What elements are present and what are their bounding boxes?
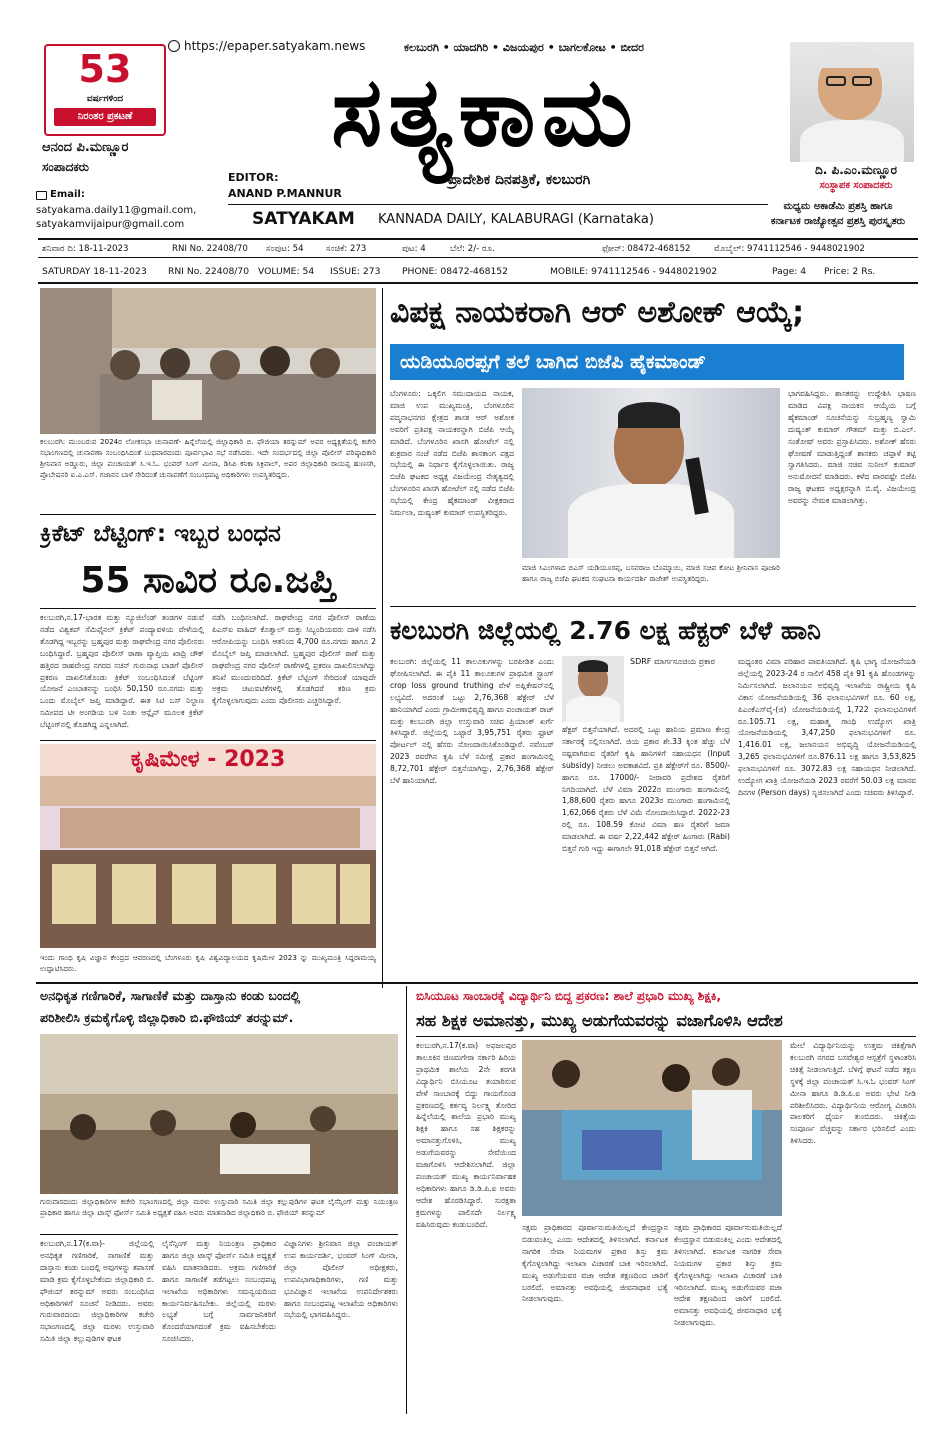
anniversary-line2: ನಿರಂತರ ಪ್ರಕಟಣೆ xyxy=(54,108,156,126)
section-rule xyxy=(36,982,918,984)
dateline-en-page: Page: 4 xyxy=(772,266,807,277)
story5-column-1: ಕಲಬುರಗಿ: ಜಿಲ್ಲೆಯಲ್ಲಿ 11 ತಾಲೂಕುಗಳನ್ನು ಬರಪೀಡಿತ ಎಂದು ಘೋಷಿಸಲಾಗಿದೆ. ಈ ಪೈಕಿ 11 ತಾಲೂಕುಗಳ ಪ್ರಾಥಮಿಕ ಸ್ಟ್ರಾಂಗ್ crop loss ground truthing ವೇಳೆ ಅಪ್ಲಿಕೇಷನ್‌ನಲ್ಲಿ ಲಭ್ಯವಿದೆ. ಅದರಂತೆ ಒಟ್ಟು 2,76,368 ಹೆಕ್ಟೇರ್ ಬೆಳೆ ಹಾನಿಯಾಗಿದೆ ಎಂದು ಗ್ರಾಮೀಣಾಭಿವೃದ್ಧಿ ಹಾಗೂ ಪಂಚಾಯತ್ ರಾಜ್ ಮತ್ತು ಕಲಬುರಗಿ ಜಿಲ್ಲಾ ಉಸ್ತುವಾರಿ ಸಚಿವ ಪ್ರಿಯಾಂಕ್ ಖರ್ಗೆ ತಿಳಿಸಿದ್ದಾರೆ. ಜಿಲ್ಲೆಯಲ್ಲಿ ಒಟ್ಟಾರೆ 3,95,751 ರೈತರು ಫ್ರೂಟ್ ಪೋರ್ಟಲ್ ನಲ್ಲಿ ಹೆಸರು ನೋಂದಾಯಿಸಿಕೊಂಡಿದ್ದಾರೆ. ನವೆಂಬರ್ 2023 ರವರೆಗಿನ ಕೃಷಿ ಬೆಳೆ ಸಮೀಕ್ಷೆ ಪ್ರಕಾರ ಹಂಗಾಮಿನಲ್ಲಿ 8,72,701 ಹೆಕ್ಟೇರ್ ಬಿತ್ತನೆಯಾಗಿದ್ದು, 2,76,368 ಹೆಕ್ಟೇರ್ ಬೆಳೆ ಹಾನಿಯಾಗಿದೆ. xyxy=(390,657,554,786)
story6-caption: ಗುರುವಾರದಂದು ಜಿಲ್ಲಾಧಿಕಾರಿಗಳ ಕಚೇರಿ ಸಭಾಂಗಣದಲ್ಲಿ ಜಿಲ್ಲಾ ಮರಳು ಉಸ್ತುವಾರಿ ಸಮಿತಿ ಜಿಲ್ಲಾ ಕಲ್ಲುಪುಡಿಗಳ ಘಟಕ ಲೈಸೆನ್ಸಿಂಗ್ ಮತ್ತು ನಿಯಂತ್ರಣ ಪ್ರಾಧಿಕಾರ ಹಾಗೂ ಜಿಲ್ಲಾ ಟಾಸ್ಕ್ ಫೋರ್ಸ್ ಸಮಿತಿ ಅಧ್ಯಕ್ಷತೆ ವಹಿಸಿ ಅವರು ಮಾತನಾಡಿದ ಜಿಲ್ಲಾಧಿಕಾರಿ ಬಿ. ಫೌಜಿಯ್ ತರನ್ನುಮ್ xyxy=(40,1197,398,1217)
lower-column-divider xyxy=(406,986,407,1414)
founder-award-1: ಮಧ್ಯಮ ಅಕಾಡೆಮಿ ಪ್ರಶಸ್ತಿ ಹಾಗೂ xyxy=(783,201,893,212)
dateline-en-mobile: MOBILE: 9741112546 - 9448021902 xyxy=(550,266,718,277)
founder-role: ಸಂಸ್ಥಾಪಕ ಸಂಪಾದಕರು xyxy=(819,180,893,191)
english-title: SATYAKAM xyxy=(252,209,355,229)
story3-caption: ಇಂದು ಗಾಂಧಿ ಕೃಷಿ ವಿಜ್ಞಾನ ಕೇಂದ್ರದ ಆವರಣದಲ್ಲಿ ಬೆಂಗಳೂರು ಕೃಷಿ ವಿಶ್ವವಿದ್ಯಾಲಯದ ಕೃಷಿಮೇಳ 2023 ನ್ನು ಮುಖ್ಯಮಂತ್ರಿ ಸಿದ್ದರಾಮಯ್ಯ ಉದ್ಘಾಟಿಸಿದರು. xyxy=(40,953,376,973)
dateline-en-rni: RNI No. 22408/70 xyxy=(168,266,250,277)
story5-column-2: ಹೆಕ್ಟರ್ ಬಿತ್ತನೆಯಾಗಿದೆ. ಅದರಲ್ಲಿ ಒಟ್ಟು ಹಾನಿಯ ಪ್ರಮಾಣ ಕೇಂದ್ರ ಸರ್ಕಾರಕ್ಕೆ ಸಲ್ಲಿಸಲಾಗಿದೆ. ಜಿಯ ಪ್ರಕಾರ ಶೇ.33 ಕ್ಕಿಂತ ಹೆಚ್ಚು ಬೆಳೆ ನಷ್ಟವಾಗಿರುವ ರೈತರಿಗೆ ಕೃಷಿ ಹಾನಿಗಳಿಗೆ ಸಹಾಯಧನ (Input subsidy) ನೀಡಲು ಅವಕಾಶವಿದೆ. ಪ್ರತಿ ಹೆಕ್ಟೇರ್‌ಗೆ ರೂ. 8500/- ಹಾಗೂ ರೂ. 17000/- ನೀರಾವರಿ ಪ್ರದೇಶದ ರೈತರಿಗೆ ನಿಗದಿಯಾಗಿದೆ. ಬೆಳೆ ವಿಮಾ 2022ರ ಮುಂಗಾರು ಹಂಗಾಮಿನಲ್ಲಿ 1,88,600 ರೈತರು ಹಾಗೂ 2023ರ ಮುಂಗಾರು ಹಂಗಾಮಿನಲ್ಲಿ 1,62,066 ರೈತರು ಬೆಳೆ ವಿಮೆ ನೋಂದಾಯಿಸಿದ್ದಾರೆ. 2022-23 ರಲ್ಲಿ ರೂ. 108.59 ಕೋಟಿ ವಿಮಾ ಹಣ ರೈತರಿಗೆ ಜಮಾ ಮಾಡಲಾಗಿದೆ. ಈ ವರ್ಷ 2,22,442 ಹೆಕ್ಟೇರ್ ಹಿಂಗಾರು (Rabi) ಬಿತ್ತನೆ ಗುರಿ ಇದ್ದು ಈಗಾಗಲೇ 91,018 ಹೆಕ್ಟೇರ್ ಬಿತ್ತನೆ ಆಗಿದೆ. xyxy=(562,725,730,854)
dateline-kn-volume: ಸಂಪುಟ: 54 xyxy=(266,244,304,254)
story4-column-1: ಬೆಂಗಳೂರು: ಒಕ್ಕಲಿಗ ಸಮುದಾಯದ ನಾಯಕ, ಮಾಜಿ ಉಪ ಮುಖ್ಯಮಂತ್ರಿ, ಬೆಂಗಳೂರಿನ ಪದ್ಮನಾಭನಗರ ಕ್ಷೇತ್ರದ ಶಾಸಕ ಆರ್ ಅಶೋಕ ಅವರಿಗೆ ಪ್ರತಿಪಕ್ಷ ನಾಯಕರನ್ನಾಗಿ ಬಿಜೆಪಿ ಆಯ್ಕೆ ಮಾಡಿದೆ. ಬೆಂಗಳೂರಿನ ಖಾಸಗಿ ಹೋಟೆಲ್ ನಲ್ಲಿ ಶುಕ್ರವಾರ ಸಂಜೆ ನಡೆದ ಬಿಜೆಪಿ ಶಾಸಕಾಂಗ ಪಕ್ಷದ ಸಭೆಯಲ್ಲಿ ಈ ನಿರ್ಧಾರ ಕೈಗೊಳ್ಳಲಾಯಿತು. ರಾಜ್ಯ ಬಿಜೆಪಿ ಘಟಕದ ಅಧ್ಯಕ್ಷ ವಿಜಯೇಂದ್ರ ನೇತೃತ್ವದಲ್ಲಿ ಬೆಂಗಳೂರಿನ ಖಾಸಗಿ ಹೋಟೆಲ್ ನಲ್ಲಿ ನಡೆದ ಬಿಜೆಪಿ ಸಭೆಯಲ್ಲಿ ಕೇಂದ್ರ ಹೈಕಮಾಂಡ್ ವೀಕ್ಷಕರಾದ ನಿರ್ಮಲಾ, ದುಷ್ಯಂತ್ ಕುಮಾರ್ ಉಪಸ್ಥಿತರಿದ್ದರು. xyxy=(390,389,514,518)
story1-rule xyxy=(40,514,376,515)
story4-photo xyxy=(522,388,780,558)
email-1[interactable]: satyakama.daily11@gmail.com, xyxy=(36,205,197,216)
email-icon xyxy=(36,191,47,200)
dateline-en-phone: PHONE: 08472-468152 xyxy=(402,266,508,277)
story2-headline-2: 55 ಸಾವಿರ ರೂ.ಜಪ್ತಿ xyxy=(80,560,336,601)
email-label: Email: xyxy=(50,189,85,200)
story6-column-2: ಲೈಸೆನ್ಸಿಂಗ್ ಮತ್ತು ನಿಯಂತ್ರಣ ಪ್ರಾಧಿಕಾರ ಹಾಗೂ ಜಿಲ್ಲಾ ಟಾಸ್ಕ್ ಫೋರ್ಸ್ ಸಮಿತಿ ಅಧ್ಯಕ್ಷತೆ ವಹಿಸಿ ಮಾತನಾಡಿದರು. ಅಕ್ರಮ ಗಣಿಗಾರಿಕೆ ಹಾಗೂ ಸಾಗಾಣಿಕೆ ತಡೆಗಟ್ಟಲು ಸಂಬಂಧಪಟ್ಟ ಇಲಾಖೆಯ ಅಧಿಕಾರಿಗಳು ಸಮನ್ವಯದಿಂದ ಕಾರ್ಯನಿರ್ವಹಿಸಬೇಕು. ಜಿಲ್ಲೆಯಲ್ಲಿ ಮರಳು ಲಭ್ಯತೆ ಬಗ್ಗೆ ಸಾರ್ವಜನಿಕರಿಗೆ ತೊಂದರೆಯಾಗದಂತೆ ಕ್ರಮ ವಹಿಸಬೇಕೆಂದು ಸೂಚಿಸಿದರು. xyxy=(162,1239,276,1344)
story7-rule xyxy=(416,1036,916,1037)
paper-title: ಸತ್ಯಕಾಮ xyxy=(331,55,639,168)
story1-caption: ಕಲಬುರಗಿ: ಮುಂಬರುವ 2024ರ ಲೋಕಸಭಾ ಚುನಾವಣೆ- ಹಿನ್ನೆಲೆಯಲ್ಲಿ ಜಿಲ್ಲಾಧಿಕಾರಿ ಬಿ. ಫೌಜಿಯಾ ತರನ್ನುಮ್ ಅವರ ಅಧ್ಯಕ್ಷತೆಯಲ್ಲಿ ಕಚೇರಿ ಸಭಾಂಗಣದಲ್ಲಿ ಚುನಾವಣಾ ಸಂಬಂಧಿಸಿದಂತೆ ಬುಧವಾರದಂದು ಪೂರ್ವಭಾವಿ ಸಭೆ ನಡೆಸಿದರು. ಇದೇ ಸಂದರ್ಭದಲ್ಲಿ ಜಿಲ್ಲಾ ಪೊಲೀಸ್ ವರಿಷ್ಠಾಧಿಕಾರಿ ಶ್ರೀನಿವಾಸ ಅಡ್ಡೂರು, ಜಿಲ್ಲಾ ಪಂಚಾಯತ್ ಸಿ.ಇ.ಓ. ಭಂವರ್ ಸಿಂಗ್ ಮೀನಾ, ಡಿಸಿಪಿ ಕನಿಕಾ ಸಿಕ್ರಿವಾಲ್, ಅಪರ ಜಿಲ್ಲಾಧಿಕಾರಿ ರಾಯಪ್ಪ ಹುಣಸಗಿ, ಪ್ರೊಬೇಷನರಿ ಐ.ಎ.ಎಸ್. ಗಜಾನನ ಬಾಳೆ ಸೇರಿದಂತೆ ಚುನಾವಣೆಗೆ ಸಂಬಂಧಪಟ್ಟ ಅಧಿಕಾರಿಗಳು ಉಪಸ್ಥಿತರಿದ್ದರು. xyxy=(40,437,376,479)
story6-photo xyxy=(40,1034,398,1194)
story6-column-3: ವಿಜ್ಞಾನಿಗಳು ಶ್ರೀನಿವಾಸ ಜಿಲ್ಲಾ ಪಂಚಾಯತ್ ಉಪ ಕಾರ್ಯದರ್ಶಿ, ಭಂವರ್ ಸಿಂಗ್ ಮೀನಾ, ಜಿಲ್ಲಾ ಪೊಲೀಸ್ ಅಧೀಕ್ಷಕರು, ಉಪವಿಭಾಗಾಧಿಕಾರಿಗಳು, ಗಣಿ ಮತ್ತು ಭೂವಿಜ್ಞಾನ ಇಲಾಖೆಯ ಉಪನಿರ್ದೇಶಕರು ಹಾಗೂ ಸಂಬಂಧಪಟ್ಟ ಇಲಾಖೆಯ ಅಧಿಕಾರಿಗಳು ಸಭೆಯಲ್ಲಿ ಭಾಗವಹಿಸಿದ್ದರು. xyxy=(284,1239,398,1320)
story7-column-2: ಸಕ್ಷಮ ಪ್ರಾಧಿಕಾರದ ಪೂರ್ವಾನುಮತಿಯಿಲ್ಲದೆ ಕೇಂದ್ರಸ್ಥಾನ ಬಿಡುವಂತಿಲ್ಲ ಎಂದು ಆದೇಶದಲ್ಲಿ ತಿಳಿಸಲಾಗಿದೆ. ಕರ್ನಾಟಕ ನಾಗರಿಕ ಸೇವಾ ನಿಯಮಗಳ ಪ್ರಕಾರ ಶಿಸ್ತು ಕ್ರಮ ಕೈಗೊಳ್ಳಲಾಗಿದ್ದು ಇಲಾಖಾ ವಿಚಾರಣೆ ಬಾಕಿ ಇರಿಸಲಾಗಿದೆ. ಮುಖ್ಯ ಅಡುಗೆಯವರ ವಜಾ ಆದೇಶ ತಕ್ಷಣದಿಂದ ಜಾರಿಗೆ ಬರಲಿದೆ. ಅಮಾನತ್ತು ಅವಧಿಯಲ್ಲಿ ಜೀವನಾಧಾರ ಭತ್ಯೆ ನೀಡಲಾಗುವುದು. xyxy=(522,1223,668,1304)
english-subtitle: KANNADA DAILY, KALABURAGI (Karnataka) xyxy=(378,212,654,227)
tagline: ಪ್ರಾದೇಶಿಕ ದಿನಪತ್ರಿಕೆ, ಕಲಬುರಗಿ xyxy=(448,172,591,188)
email-2[interactable]: satyakamvijaipur@gmail.com xyxy=(36,219,185,230)
story4-photo-caption: ಮಾಜಿ ಸಿಎಂಗಳಾದ ಬಿಎಸ್ ಯಡಿಯೂರಪ್ಪ, ಬಸವರಾಜ ಬೊಮ್ಮಾಯಿ, ಮಾಜಿ ಸಚಿವ ಕೋಟ ಶ್ರೀನಿವಾಸ ಪೂಜಾರಿ ಹಾಗೂ ರಾಜ್ಯ ಬಿಜೆಪಿ ಘಟಕದ ಸಂಘಟನಾ ಕಾರ್ಯದರ್ಶಿ ರಾಜೇಶ್ ಉಪಸ್ಥಿತರಿದ್ದರು. xyxy=(522,563,780,583)
anniversary-badge xyxy=(44,44,166,136)
minister-photo xyxy=(562,656,624,722)
story2-rule xyxy=(40,608,376,609)
website-link[interactable]: https://epaper.satyakam.news xyxy=(184,39,366,53)
editor-name-kn: ಆನಂದ ಪಿ.ಮಣ್ಣೂರ xyxy=(42,140,129,155)
dateline-en-issue: ISSUE: 273 xyxy=(330,266,381,277)
story2-headline-1: ಕ್ರಿಕೆಟ್ ಬೆಟ್ಟಿಂಗ್: ಇಬ್ಬರ ಬಂಧನ xyxy=(40,521,281,547)
editor-name: ANAND P.MANNUR xyxy=(228,187,342,200)
story6-headline-2: ಪರಿಶೀಲಿಸಿ ಕ್ರಮಕೈಗೊಳ್ಳಿ ಜಿಲ್ಲಾಧಿಕಾರಿ ಬಿ.ಫೌಜಿಯ್ ತರನ್ನುಮ್. xyxy=(40,1010,294,1025)
dateline-en-date: SATURDAY 18-11-2023 xyxy=(42,266,147,277)
founder-photo xyxy=(790,42,914,162)
story4-headline: ವಿಪಕ್ಷ ನಾಯಕರಾಗಿ ಆರ್ ಅಶೋಕ್ ಆಯ್ಕೆ; xyxy=(390,295,805,330)
story2-column-1: ಕಲಬುರಗಿ,ನ.17-ಭಾರತ ಮತ್ತು ನ್ಯೂಜಿಲೆಂಡ್ ತಂಡಗಳ ನಡುವೆ ನಡೆದ ವಿಶ್ವಕಪ್ ಸೆಮಿಫೈನಲ್ ಕ್ರಿಕೆಟ್ ಪಂದ್ಯಾವಳಿಯ ವೇಳೆಯಲ್ಲಿ ತೊಡಗಿದ್ದ ಇಬ್ಬರನ್ನು ಬ್ರಹ್ಮಪುರ ಮತ್ತು ರಾಘವೇಂದ್ರ ನಗರ ಪೊಲೀಸರು ಬಂಧಿಸಿದ್ದಾರೆ. ಬ್ರಹ್ಮಪುರ ಪೊಲೀಸ್ ಠಾಣಾ ವ್ಯಾಪ್ತಿಯ ಖಾದ್ರಿ ಚೌಕ್ ಹತ್ತಿರದ ರಾಹವೇಂದ್ರ ನಗರದ ಸಚಿನ್ ಗುರುನಾಥ ಬಾಡಗೆ ಪೊಲೀಸ್ ಪ್ರಕರಣ ದಾಖಲಿಸಿಕೊಂಡು ಕ್ರಿಕೆಟ್ ಸಂಬಂಧಿಸಿದಂತೆ ಬೆಟ್ಟಿಂಗ್ ಯೋಜನೆ ಎಂಬಾತನನ್ನು ಬಂಧಿಸಿ 50,150 ರೂ.ನಗದು ಮತ್ತು ಒಂದು ಮೊಬೈಲ್ ಜಪ್ತಿ ಮಾಡಿದ್ದಾರೆ. ಈತ ಸಿಟಿ ಬಸ್ ನಿಲ್ದಾಣ ಸಮೀಪದ ಟೀ ಅಂಗಡಿಯ ಬಳಿ ನಿಂತು ಆನ್ಲೈನ್ ಮೂಲಕ ಕ್ರಿಕೆಟ್ ಬೆಟ್ಟಿಂಗ್‌ನಲ್ಲಿ ತೊಡಗಿದ್ದ ಎನ್ನಲಾಗಿದೆ. xyxy=(40,613,204,730)
dateline-kn-phone: ಫೋನ್: 08472-468152 xyxy=(602,244,691,254)
anniversary-line1: ವರ್ಷಗಳಿಂದ xyxy=(86,94,124,104)
story5-headline: ಕಲಬುರಗಿ ಜಿಲ್ಲೆಯಲ್ಲಿ 2.76 ಲಕ್ಷ ಹೆಕ್ಟರ್ ಬೆಳೆ ಹಾನಿ xyxy=(390,616,821,645)
masthead xyxy=(0,0,945,235)
districts-line: ಕಲಬುರಗಿ • ಯಾದಗಿರಿ • ವಿಜಯಪುರ • ಬಾಗಲಕೋಟ • ಬೀದರ xyxy=(404,41,644,54)
story5-column-3: ಮಧ್ಯಂತರ ವಿಮಾ ಪರಿಹಾರ ಪಾವತಿಯಾಗಿದೆ. ಕೃಷಿ ಭಾಗ್ಯ ಯೋಜನೆಯಡಿ ಜಿಲ್ಲೆಯಲ್ಲಿ 2023-24 ರ ಸಾಲಿಗೆ 458 ಪೈಕಿ 91 ಕೃಷಿ ಹೊಂಡಗಳನ್ನು ನಿರ್ಮಿಸಲಾಗಿದೆ. ಜಲಾನಯನ ಅಭಿವೃದ್ಧಿ ಇಲಾಖೆಯ ರಾಷ್ಟ್ರೀಯ ಕೃಷಿ ವಿಕಾಸ ಯೋಜನೆಯಡಿಯಲ್ಲಿ 36 ಫಲಾನುಭವಿಗಳಿಗೆ ರೂ. 60 ಲಕ್ಷ, ಪಿಎಂಕೆಎಸ್‌ವೈ-(ಜಿ) ಯೋಜನೆಯಡಿಯಲ್ಲಿ 1,722 ಫಲಾನುಭವಿಗಳಿಗೆ ರೂ.105.71 ಲಕ್ಷ, ಮಹಾತ್ಮ ಗಾಂಧಿ ಉದ್ಯೋಗ ಖಾತ್ರಿ ಯೋಜನೆಯಡಿಯಲ್ಲಿ 3,47,250 ಫಲಾನುಭವಿಗಳಿಗೆ ರೂ. 1,416.01 ಲಕ್ಷ, ಜಲಾನಯನ ಅಭಿವೃದ್ಧಿ ಯೋಜನೆಯಡಿಯಲ್ಲಿ 3,265 ಫಲಾನುಭವಿಗಳಿಗೆ ರೂ.876.11 ಲಕ್ಷ ಹಾಗೂ 3,53,825 ಫಲಾನುಭವಿಗಳಿಗೆ ರೂ. 3072.83 ಲಕ್ಷ ಸಹಾಯಧನ ನೀಡಲಾಗಿದೆ. ಉದ್ಯೋಗ ಖಾತ್ರಿ ಯೋಜನೆಯಡಿ 2023 ರವರೆಗೆ 50.03 ಲಕ್ಷ ಮಾನವ ದಿನಗಳ (Person days) ಸೃಜಿಸಲಾಗಿದೆ ಎಂದು ಸಚಿವರು ತಿಳಿಸಿದ್ದಾರೆ. xyxy=(738,657,916,797)
dateline-en-volume: VOLUME: 54 xyxy=(258,266,315,277)
story6-column-1: ಕಲಬುರಗಿ,ನ.17(ಕ.ವಾ)- ಜಿಲ್ಲೆಯಲ್ಲಿ ಅನಧಿಕೃತ ಗಣಿಗಾರಿಕೆ, ಸಾಗಾಣಿಕೆ ಮತ್ತು ದಾಸ್ತಾನು ಕಂಡು ಬಂದಲ್ಲಿ ಅವುಗಳನ್ನು ತಪಾಸಣೆ ಮಾಡಿ ಕ್ರಮ ಕೈಗೊಳ್ಳಬೇಕೆಂದು ಜಿಲ್ಲಾಧಿಕಾರಿ ಬಿ. ಫೌಜಿಯ್ ತರನ್ನುಮ್ ಅವರು ಸಂಬಂಧಿಸಿದ ಅಧಿಕಾರಿಗಳಿಗೆ ಸೂಚನೆ ನೀಡಿದರು. ಅವರು ಗುರುವಾರದಂದು ಜಿಲ್ಲಾಧಿಕಾರಿಗಳ ಕಚೇರಿ ಸಭಾಂಗಣದಲ್ಲಿ ಜಿಲ್ಲಾ ಮರಳು ಉಸ್ತುವಾರಿ ಸಮಿತಿ ಜಿಲ್ಲಾ ಕಲ್ಲುಪುಡಿಗಳ ಘಟಕ xyxy=(40,1239,154,1344)
story6-headline-1: ಅನಧಿಕೃತ ಗಣಿಗಾರಿಕೆ, ಸಾಗಾಣಿಕೆ ಮತ್ತು ದಾಸ್ತಾನು ಕಂಡು ಬಂದಲ್ಲಿ xyxy=(40,988,301,1003)
dateline-kn-issue: ಸಂಚಿಕೆ: 273 xyxy=(326,244,367,254)
story1-photo xyxy=(40,288,376,434)
story7-headline-1: ಬಿಸಿಯೂಟ ಸಾಂಬಾರಕ್ಕೆ ವಿದ್ಯಾರ್ಥಿನಿ ಬಿದ್ದ ಪ್ರಕರಣ: ಶಾಲೆ ಪ್ರಭಾರಿ ಮುಖ್ಯ ಶಿಕ್ಷಕಿ, xyxy=(416,989,722,1003)
story4-subhead: ಯಡಿಯೂರಪ್ಪಗೆ ತಲೆ ಬಾಗಿದ ಬಿಜೆಪಿ ಹೈಕಮಾಂಡ್ xyxy=(390,344,904,380)
story2-column-2: ನಡೆಸಿ ಬಂಧಿಸಲಾಗಿದೆ. ರಾಘವೇಂದ್ರ ನಗರ ಪೊಲೀಸ್ ಠಾಣೆಯ ಪಿಎಸ್‌ಐ ವಾಹಿದ್ ಕೊತ್ವಾಲ್ ಮತ್ತು ಸಿಬ್ಬಂದಿಯವರು ದಾಳಿ ನಡೆಸಿ ಆರೋಪಿಯನ್ನು ಬಂಧಿಸಿ ಆತನಿಂದ 4,700 ರೂ.ನಗದು ಹಾಗೂ 2 ಮೊಬೈಲ್ ಜಪ್ತಿ ಮಾಡಲಾಗಿದೆ. ಬ್ರಹ್ಮಪುರ ಪೊಲೀಸ್ ಠಾಣೆ ಮತ್ತು ರಾಘವೇಂದ್ರ ನಗರ ಪೊಲೀಸ್ ಠಾಣೆಗಳಲ್ಲಿ ಪ್ರಕರಣ ದಾಖಲಿಸಲಾಗಿದ್ದು ತನಿಖೆ ಮುಂದುವರಿದಿದೆ. ಕ್ರಿಕೆಟ್ ಬೆಟ್ಟಿಂಗ್ ಸೇರಿದಂತೆ ಯಾವುದೇ ಅಕ್ರಮ ಚಟುವಟಿಕೆಗಳಲ್ಲಿ ತೊಡಗಿದರೆ ಕಠಿಣ ಕ್ರಮ ಕೈಗೊಳ್ಳಲಾಗುವುದು ಎಂದು ಪೊಲೀಸರು ಎಚ್ಚರಿಸಿದ್ದಾರೆ. xyxy=(212,613,376,706)
story2-bottom-rule xyxy=(40,740,376,741)
story4-rule xyxy=(390,606,916,607)
story3-photo xyxy=(40,744,376,948)
dateline-kn-page: ಪುಟ: 4 xyxy=(402,244,426,254)
dateline-kn-date: ಶನಿವಾರ ದಿ: 18-11-2023 xyxy=(42,244,129,254)
masthead-rule xyxy=(228,204,768,205)
main-column-divider xyxy=(382,288,383,988)
founder-name: ದಿ. ಪಿ.ಎಂ.ಮಣ್ಣೂರ xyxy=(815,163,897,177)
story3-banner-text: ಕೃಷಿಮೇಳ - 2023 xyxy=(40,744,376,776)
story7-headline-2: ಸಹ ಶಿಕ್ಷಕ ಅಮಾನತ್ತು, ಮುಖ್ಯ ಅಡುಗೆಯವರನ್ನು ವಜಾಗೊಳಿಸಿ ಆದೇಶ xyxy=(416,1011,783,1030)
globe-icon xyxy=(168,40,180,52)
founder-award-2: ಕರ್ನಾಟಕ ರಾಜ್ಯೋತ್ಸವ ಪ್ರಶಸ್ತಿ ಪುರಸ್ಕೃತರು xyxy=(770,216,906,227)
dateline-kn-price: ಬೆಲೆ: 2/- ರೂ. xyxy=(450,244,495,254)
story5-minister-caption: SDRF ಮಾರ್ಗಸೂಚಿಯ ಪ್ರಕಾರ xyxy=(630,657,715,666)
editor-role-kn: ಸಂಪಾದಕರು xyxy=(42,160,89,174)
story6-rule xyxy=(40,1234,398,1235)
story7-photo xyxy=(522,1040,782,1216)
anniversary-number: 53 xyxy=(78,47,132,91)
story7-column-3: ಮೇಲೆ ವಿದ್ಯಾರ್ಥಿನಿಯನ್ನು ಉತ್ತಮ ಚಿಕಿತ್ಸೆಗಾಗಿ ಕಲಬುರಗಿ ನಗರದ ಬಸವೇಶ್ವರ ಆಸ್ಪತ್ರೆಗೆ ಸ್ಥಳಾಂತರಿಸಿ ಚಿಕಿತ್ಸೆ ನೀಡಲಾಗುತ್ತಿದೆ. ಬೆಳಿಗ್ಗೆ ಘಟನೆ ನಡೆದ ತಕ್ಷಣ ಸ್ಥಳಕ್ಕೆ ಜಿಲ್ಲಾ ಪಂಚಾಯತ್ ಸಿ.ಇ.ಓ ಭಂವರ್ ಸಿಂಗ್ ಮೀನಾ ಹಾಗೂ ಡಿ.ಡಿ.ಪಿ.ಐ ಅವರು ಭೇಟಿ ನೀಡಿ ಪರಿಶೀಲಿಸಿದರು. ವಿದ್ಯಾರ್ಥಿನಿಯ ಆರೋಗ್ಯ ವಿಚಾರಿಸಿ ಪಾಲಕರಿಗೆ ಧೈರ್ಯ ತುಂಬಿದರು. ಚಿಕಿತ್ಸೆಯ ಸಂಪೂರ್ಣ ವೆಚ್ಚವನ್ನು ಸರ್ಕಾರ ಭರಿಸಲಿದೆ ಎಂದು ತಿಳಿಸಿದರು. xyxy=(790,1041,916,1146)
dateline-english xyxy=(38,262,918,284)
story7-column-1: ಕಲಬುರಗಿ,ನ.17(ಕ.ವಾ) ಅಫಜಲಪುರ ತಾಲೂಕಿನ ಚಿಣಮಗೇರಾ ಸರ್ಕಾರಿ ಹಿರಿಯ ಪ್ರಾಥಮಿಕ ಶಾಲೆಯ 2ನೇ ತರಗತಿ ವಿದ್ಯಾರ್ಥಿನಿ ಬಿಸಿಯೂಟ ತಯಾರಿಸುವ ವೇಳೆ ಸಾಂಬಾರಕ್ಕೆ ಬಿದ್ದು ಗಾಯಗೊಂಡ ಪ್ರಕರಣದಲ್ಲಿ ಕರ್ತವ್ಯ ನಿರ್ಲಕ್ಷ್ಯ ತೋರಿದ ಹಿನ್ನೆಲೆಯಲ್ಲಿ ಶಾಲೆಯ ಪ್ರಭಾರಿ ಮುಖ್ಯ ಶಿಕ್ಷಕಿ ಹಾಗೂ ಸಹ ಶಿಕ್ಷಕರನ್ನು ಅಮಾನತ್ತುಗೊಳಿಸಿ, ಮುಖ್ಯ ಅಡುಗೆಯವರನ್ನು ಸೇವೆಯಿಂದ ವಜಾಗೊಳಿಸಿ ಆದೇಶಿಸಲಾಗಿದೆ. ಜಿಲ್ಲಾ ಪಂಚಾಯತ್ ಮುಖ್ಯ ಕಾರ್ಯನಿರ್ವಾಹಕ ಅಧಿಕಾರಿಗಳು ಹಾಗೂ ಡಿ.ಡಿ.ಪಿ.ಐ ಅವರು ಆದೇಶ ಹೊರಡಿಸಿದ್ದಾರೆ. ಸುರಕ್ಷತಾ ಕ್ರಮಗಳನ್ನು ಪಾಲಿಸದೇ ನಿರ್ಲಕ್ಷ್ಯ ವಹಿಸಿರುವುದು ಕಂಡುಬಂದಿದೆ. xyxy=(416,1041,516,1229)
dateline-kn-rni: RNI No. 22408/70 xyxy=(172,244,248,254)
dateline-kannada xyxy=(38,238,918,258)
dateline-kn-mobile: ಮೊಬೈಲ್: 9741112546 - 9448021902 xyxy=(714,244,865,254)
story7-column-2b: ಸಕ್ಷಮ ಪ್ರಾಧಿಕಾರದ ಪೂರ್ವಾನುಮತಿಯಿಲ್ಲದೆ ಕೇಂದ್ರಸ್ಥಾನ ಬಿಡುವಂತಿಲ್ಲ ಎಂದು ಆದೇಶದಲ್ಲಿ ತಿಳಿಸಲಾಗಿದೆ. ಕರ್ನಾಟಕ ನಾಗರಿಕ ಸೇವಾ ನಿಯಮಗಳ ಪ್ರಕಾರ ಶಿಸ್ತು ಕ್ರಮ ಕೈಗೊಳ್ಳಲಾಗಿದ್ದು ಇಲಾಖಾ ವಿಚಾರಣೆ ಬಾಕಿ ಇರಿಸಲಾಗಿದೆ. ಮುಖ್ಯ ಅಡುಗೆಯವರ ವಜಾ ಆದೇಶ ತಕ್ಷಣದಿಂದ ಜಾರಿಗೆ ಬರಲಿದೆ. ಅಮಾನತ್ತು ಅವಧಿಯಲ್ಲಿ ಜೀವನಾಧಾರ ಭತ್ಯೆ ನೀಡಲಾಗುವುದು. xyxy=(674,1223,782,1328)
dateline-en-price: Price: 2 Rs. xyxy=(824,266,876,277)
story4-column-3: ಭಾಗವಹಿಸಿದ್ದರು. ಶಾಸಕರನ್ನು ಉದ್ದೇಶಿಸಿ ಭಾಷಣ ಮಾಡಿದ ವಿಪಕ್ಷ ನಾಯಕನ ಆಯ್ಕೆಯ ಬಗ್ಗೆ ಹೈಕಮಾಂಡ್ ಸೂಚನೆಯನ್ನು ಸುಬ್ರಹ್ಮಣ್ಯ ಸ್ವಾಮಿ ದುಷ್ಯಂತ್ ಕುಮಾರ್ ಗೌತಮ್ ಮತ್ತು ಬಿ.ಎಲ್. ಸಂತೋಷ್ ಅವರು ಪ್ರಸ್ತಾಪಿಸಿದರು. ಅಶೋಕ್ ಹೆಸರು ಘೋಷಣೆ ಮಾಡುತ್ತಿದ್ದಂತೆ ಶಾಸಕರು ಚಪ್ಪಾಳೆ ತಟ್ಟಿ ಸ್ವಾಗತಿಸಿದರು. ಮಾಜಿ ಸಚಿವ ಸುನೀಲ್ ಕುಮಾರ್ ಅನುಮೋದನೆ ಮಾಡಿದರು. ಕಳೆದ ವಾರವಷ್ಟೇ ಬಿಜೆಪಿ ರಾಜ್ಯ ಘಟಕದ ಅಧ್ಯಕ್ಷರನ್ನಾಗಿ ಬಿ.ವೈ. ವಿಜಯೇಂದ್ರ ಅವರನ್ನು ನೇಮಕ ಮಾಡಲಾಗಿತ್ತು. xyxy=(788,389,916,506)
editor-label: EDITOR: xyxy=(228,171,279,184)
